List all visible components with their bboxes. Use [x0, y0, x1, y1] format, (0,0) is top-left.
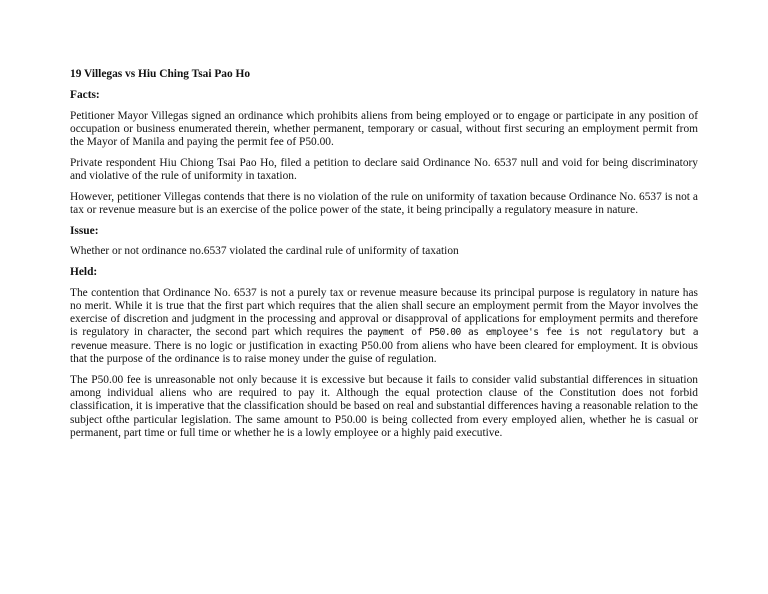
held-heading: Held:	[70, 266, 98, 279]
facts-heading: Facts:	[70, 89, 100, 102]
held-paragraph-1-monospace-text: payment of P50.00 as employee's fee is not regulatory but a revenue	[70, 327, 698, 352]
issue-paragraph: Whether or not ordinance no.6537 violated the cardinal rule of uniformity of taxation	[70, 245, 459, 258]
held-paragraph-2: The P50.00 fee is unreasonable not only because it is excessive but because it fails to consider valid substantial differences in situation among individual aliens who are required to pay it. Although the equal protection clause of the Constitution does not forbid classification, it is imperative that the classification should be based on real and substantial differences having a reasonable relation to the subject ofthe particular legislation. The same amount to P50.00 is being collected from every employed alien, whether he is casual or permanent, part time or full time or whether he is a lowly employee or a highly paid executive.	[70, 373, 698, 440]
facts-paragraph-1: Petitioner Mayor Villegas signed an ordinance which prohibits aliens from being employed or to engage or participate in any position of occupation or business enumerated therein, whether permanent, temporary or casual, without first securing an employment permit from the Mayor of Manila and paying the permit fee of P50.00.	[70, 109, 698, 149]
held-paragraph-1-text-a: The contention that Ordinance No. 6537 is not a purely tax or revenue measure because its principal purpose is regulatory in nature has no merit. While it is true that the first part which requires that the alien shall secure an employment permit from the Mayor involves the exercise of discretion and judgment in the processing and approval or disapproval of applications for employment permits and therefore is regulatory in character, the second part which requires the	[70, 286, 698, 339]
case-title: 19 Villegas vs Hiu Ching Tsai Pao Ho	[70, 68, 251, 80]
facts-paragraph-2: Private respondent Hiu Chiong Tsai Pao Ho, filed a petition to declare said Ordinance No. 6537 null and void for being discriminatory and violative of the rule of uniformity in taxation.	[70, 156, 698, 183]
issue-heading: Issue:	[70, 225, 99, 238]
held-paragraph-1	[70, 287, 698, 367]
document-page	[70, 68, 698, 448]
held-paragraph-1-text-b: measure. There is no logic or justification in exacting P50.00 from aliens who have been cleared for employment. It is obvious that the purpose of the ordinance is to raise money under the guise of regulation.	[70, 339, 698, 366]
facts-paragraph-3: However, petitioner Villegas contends that there is no violation of the rule on uniformity of taxation because Ordinance No. 6537 is not a tax or revenue measure but is an exercise of the police power of the state, it being principally a regulatory measure in nature.	[70, 191, 698, 217]
